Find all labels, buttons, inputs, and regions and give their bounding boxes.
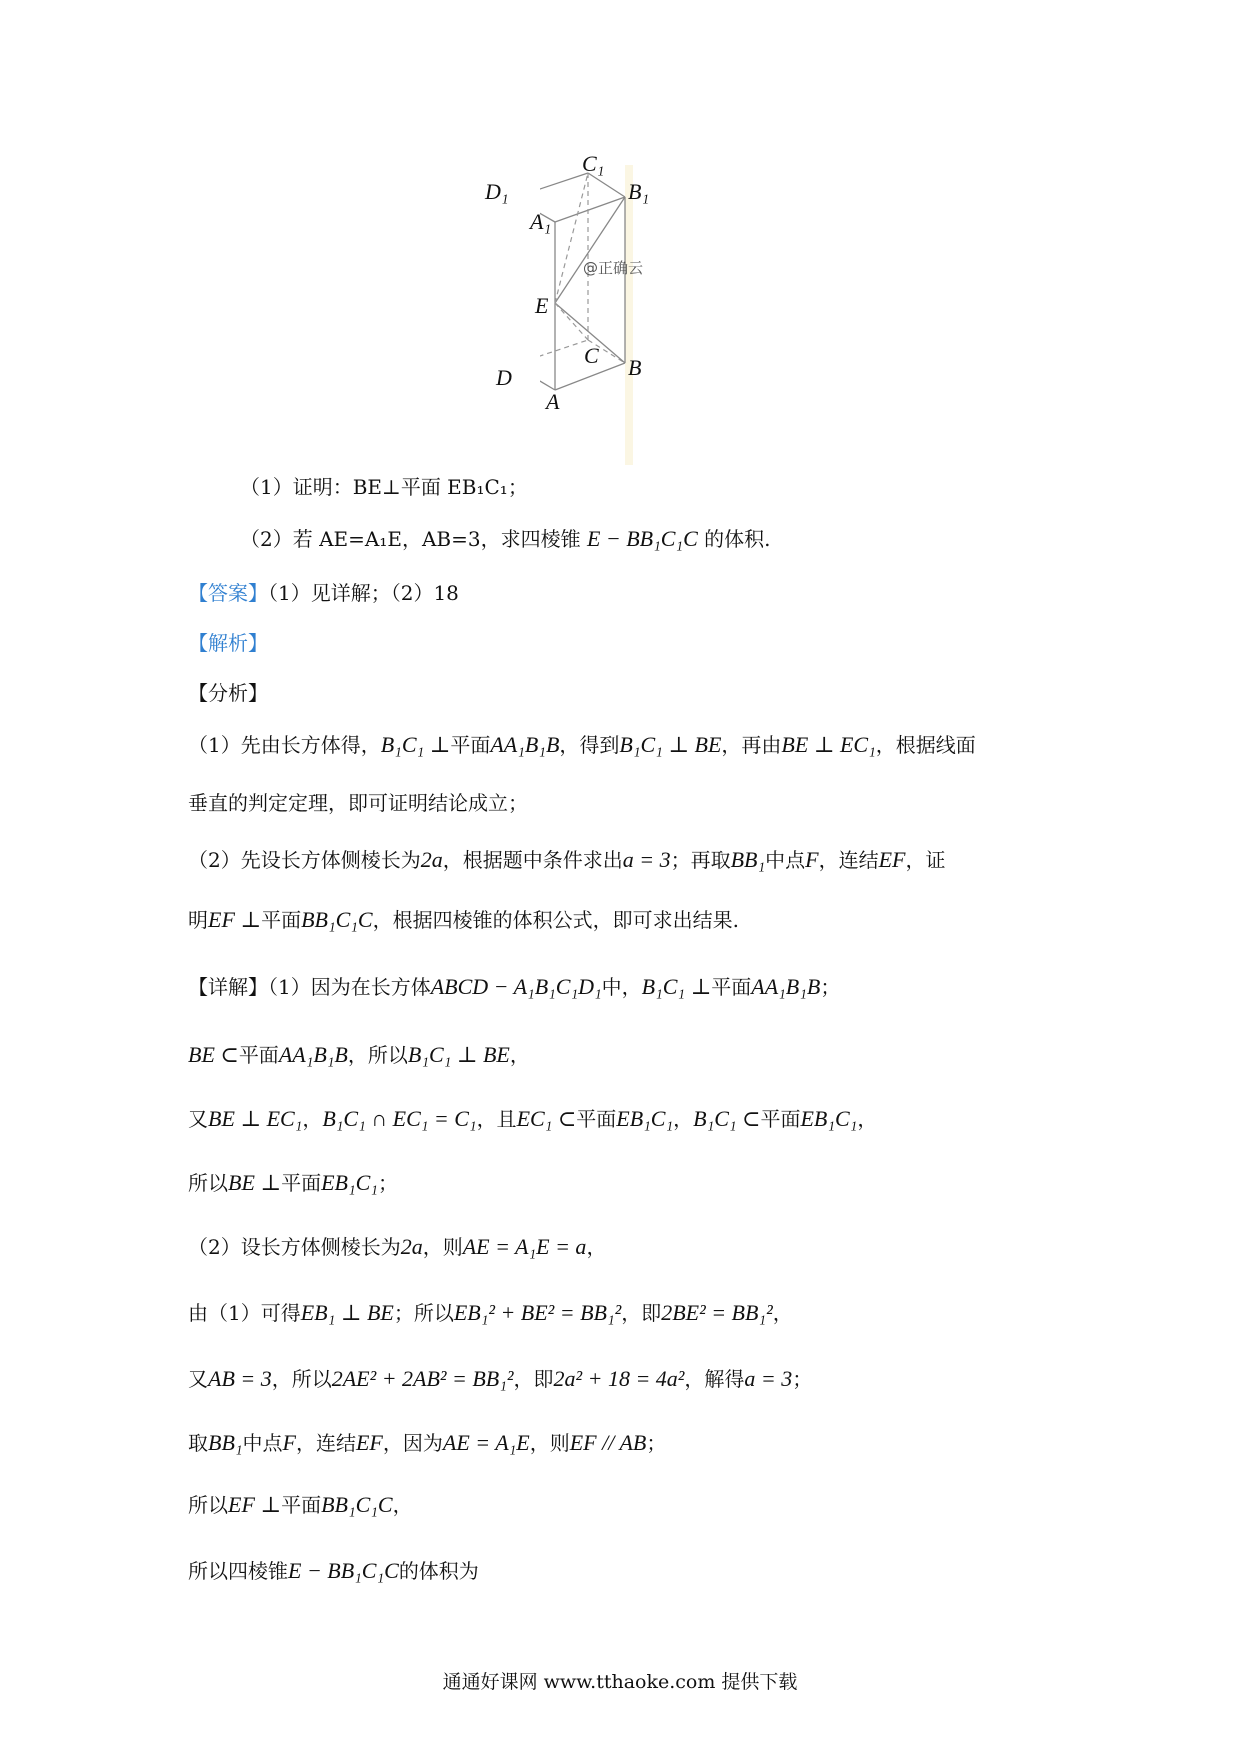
text: 所以 bbox=[188, 1171, 228, 1195]
text: 中点 bbox=[242, 1431, 283, 1455]
math: 2AE² + 2AB² = BB₁² bbox=[331, 1366, 514, 1391]
math: ABCD − A₁B₁C₁D₁ bbox=[430, 974, 602, 999]
text: ，再由 bbox=[721, 733, 782, 757]
math: AA₁B₁B bbox=[278, 1042, 348, 1067]
text: ； bbox=[377, 1171, 398, 1195]
math: AE = A₁E = a bbox=[462, 1234, 587, 1259]
math: AA₁B₁B bbox=[490, 732, 560, 757]
text: （1）因为在长方体 bbox=[268, 975, 431, 999]
text: ； bbox=[820, 975, 841, 999]
math: AE = A₁E bbox=[442, 1430, 530, 1455]
fenxi-p1-line2: 垂直的判定定理，即可证明结论成立； bbox=[188, 791, 528, 815]
text: 取 bbox=[188, 1431, 208, 1455]
text: ， bbox=[392, 1493, 413, 1517]
text: ，连结 bbox=[295, 1431, 356, 1455]
text: ， bbox=[673, 1107, 694, 1131]
fenxi-p1-line1 bbox=[188, 730, 976, 760]
detail-line9 bbox=[188, 1490, 413, 1520]
text: 所以 bbox=[188, 1493, 228, 1517]
label-b: B bbox=[628, 355, 642, 380]
math: BB₁C₁C bbox=[321, 1492, 393, 1517]
text: ， bbox=[772, 1301, 793, 1325]
math: B₁C₁ ∩ EC₁ = C₁ bbox=[322, 1106, 477, 1131]
math: EF ⊥ bbox=[208, 907, 262, 932]
detail-line4 bbox=[188, 1168, 398, 1198]
detail-line10 bbox=[188, 1556, 479, 1586]
math: B₁C₁ ⊥ BE bbox=[619, 732, 722, 757]
math: EB₁C₁ bbox=[800, 1106, 858, 1131]
answer-tag: 【答案】 bbox=[188, 581, 268, 605]
math: BB₁C₁C bbox=[301, 907, 373, 932]
text: 又 bbox=[188, 1367, 208, 1391]
math: EB₁² + BE² = BB₁² bbox=[453, 1300, 622, 1325]
text: ，得到 bbox=[559, 733, 620, 757]
text: ，根据四棱锥的体积公式，即可求出结果. bbox=[372, 908, 739, 932]
label-a1: A₁ bbox=[530, 209, 552, 234]
question-2 bbox=[240, 524, 770, 554]
math: a = 3 bbox=[744, 1366, 793, 1391]
math: BE ⊥ EC₁ bbox=[208, 1106, 303, 1131]
answer-line bbox=[188, 578, 459, 608]
question-1: （1）证明：BE⊥平面 EB₁C₁； bbox=[240, 475, 528, 499]
text: 的体积为 bbox=[398, 1559, 479, 1583]
edge-da bbox=[540, 365, 555, 390]
math: 2a² + 18 = 4a² bbox=[553, 1366, 685, 1391]
detail-line8 bbox=[188, 1428, 666, 1458]
label-a: A bbox=[546, 389, 560, 414]
detail-line1 bbox=[188, 972, 840, 1002]
math: F bbox=[282, 1430, 296, 1455]
text: ， bbox=[302, 1107, 323, 1131]
text: ； bbox=[792, 1367, 813, 1391]
text: 平面 bbox=[711, 975, 752, 999]
cuboid-figure bbox=[485, 151, 740, 465]
math: B₁C₁ ⊥ bbox=[641, 974, 712, 999]
watermark: @正确云 bbox=[583, 259, 644, 277]
segment-ec1 bbox=[555, 173, 588, 303]
math: 2BE² = BB₁² bbox=[661, 1300, 773, 1325]
math: BE ⊥ EC₁ bbox=[781, 732, 876, 757]
text: ，连结 bbox=[818, 848, 879, 872]
math: BE ⊥ bbox=[228, 1170, 282, 1195]
edge-d1c1 bbox=[540, 173, 588, 198]
text: （1）先由长方体得， bbox=[188, 733, 381, 757]
math: 2a bbox=[420, 847, 443, 872]
text: 平面 bbox=[281, 1171, 322, 1195]
detail-line3 bbox=[188, 1104, 877, 1134]
math: EF bbox=[878, 847, 906, 872]
text: ；再取 bbox=[670, 848, 731, 872]
text: ；所以 bbox=[393, 1301, 454, 1325]
math: F bbox=[805, 847, 819, 872]
detail-line6 bbox=[188, 1298, 793, 1328]
math: BE ⊂ bbox=[188, 1042, 239, 1067]
text: 所以四棱锥 bbox=[188, 1559, 288, 1583]
math: EF ⊥ bbox=[228, 1492, 282, 1517]
analysis-tag: 【解析】 bbox=[188, 631, 268, 655]
math: EF // AB bbox=[569, 1430, 647, 1455]
fenxi-tag: 【分析】 bbox=[188, 681, 268, 705]
text: ，根据线面 bbox=[875, 733, 976, 757]
detail-tag: 【详解】 bbox=[188, 975, 268, 999]
label-b1: B₁ bbox=[628, 179, 650, 204]
text: 由（1）可得 bbox=[188, 1301, 301, 1325]
segment-eb1 bbox=[555, 197, 625, 303]
text: ，所以 bbox=[347, 1043, 408, 1067]
text: （2）设长方体侧棱长为 bbox=[188, 1235, 401, 1259]
text: ，所以 bbox=[271, 1367, 332, 1391]
text: 又 bbox=[188, 1107, 208, 1131]
text: 中点 bbox=[765, 848, 806, 872]
text: ，因为 bbox=[382, 1431, 443, 1455]
text: ，解得 bbox=[684, 1367, 745, 1391]
text: 平面 bbox=[576, 1107, 617, 1131]
text: ，且 bbox=[476, 1107, 517, 1131]
text: 平面 bbox=[238, 1043, 279, 1067]
page-footer: 通通好课网 www.tthaoke.com 提供下载 bbox=[442, 1671, 798, 1693]
label-e: E bbox=[535, 293, 549, 318]
math: AA₁B₁B bbox=[751, 974, 821, 999]
math: E − BB₁C₁C bbox=[288, 1558, 399, 1583]
label-d1: D₁ bbox=[485, 179, 509, 204]
text: 平面 bbox=[261, 908, 302, 932]
edge-dc bbox=[540, 340, 588, 365]
math: EF bbox=[355, 1430, 383, 1455]
text: ， bbox=[509, 1043, 530, 1067]
math: B₁C₁ ⊥ BE bbox=[407, 1042, 510, 1067]
math: 2a bbox=[400, 1234, 423, 1259]
text: ，即 bbox=[621, 1301, 662, 1325]
text: 平面 bbox=[281, 1493, 322, 1517]
label-c1: C₁ bbox=[582, 151, 605, 176]
math: BB₁ bbox=[730, 847, 766, 872]
q2-math: E − BB₁C₁C bbox=[586, 526, 698, 551]
text: （2）先设长方体侧棱长为 bbox=[188, 848, 421, 872]
cuboid-diagram bbox=[540, 165, 740, 465]
math: B₁C₁ ⊂ bbox=[693, 1106, 761, 1131]
detail-line5 bbox=[188, 1232, 606, 1262]
edge-b1a1 bbox=[555, 197, 625, 222]
answer-text: （1）见详解；（2）18 bbox=[268, 581, 459, 605]
label-c: C bbox=[584, 343, 599, 368]
detail-line2 bbox=[188, 1040, 530, 1070]
label-d: D bbox=[496, 365, 512, 390]
text: ， bbox=[586, 1235, 607, 1259]
math: B₁C₁ ⊥ bbox=[380, 732, 451, 757]
math: EC₁ ⊂ bbox=[516, 1106, 577, 1131]
text: ，即 bbox=[513, 1367, 554, 1391]
fenxi-p2-line2 bbox=[188, 905, 739, 935]
text: ，证 bbox=[905, 848, 946, 872]
math: EB₁C₁ bbox=[616, 1106, 674, 1131]
text: ，则 bbox=[529, 1431, 570, 1455]
math: a = 3 bbox=[622, 847, 671, 872]
text: 平面 bbox=[760, 1107, 801, 1131]
text: 明 bbox=[188, 908, 208, 932]
text: ，则 bbox=[422, 1235, 463, 1259]
detail-line7 bbox=[188, 1364, 812, 1394]
text: 平面 bbox=[450, 733, 491, 757]
math: EB₁ ⊥ BE bbox=[300, 1300, 394, 1325]
segment-ec bbox=[555, 303, 588, 340]
text: ，根据题中条件求出 bbox=[442, 848, 623, 872]
math: AB = 3 bbox=[208, 1366, 272, 1391]
text: ， bbox=[857, 1107, 878, 1131]
math: BB₁ bbox=[208, 1430, 243, 1455]
scan-shadow bbox=[625, 165, 633, 465]
text: ； bbox=[646, 1431, 667, 1455]
q2-text-a: （2）若 AE=A₁E，AB=3，求四棱锥 bbox=[240, 527, 587, 551]
q2-text-b: 的体积. bbox=[697, 527, 771, 551]
fenxi-p2-line1 bbox=[188, 845, 945, 875]
text: 中， bbox=[601, 975, 642, 999]
math: EB₁C₁ bbox=[321, 1170, 378, 1195]
